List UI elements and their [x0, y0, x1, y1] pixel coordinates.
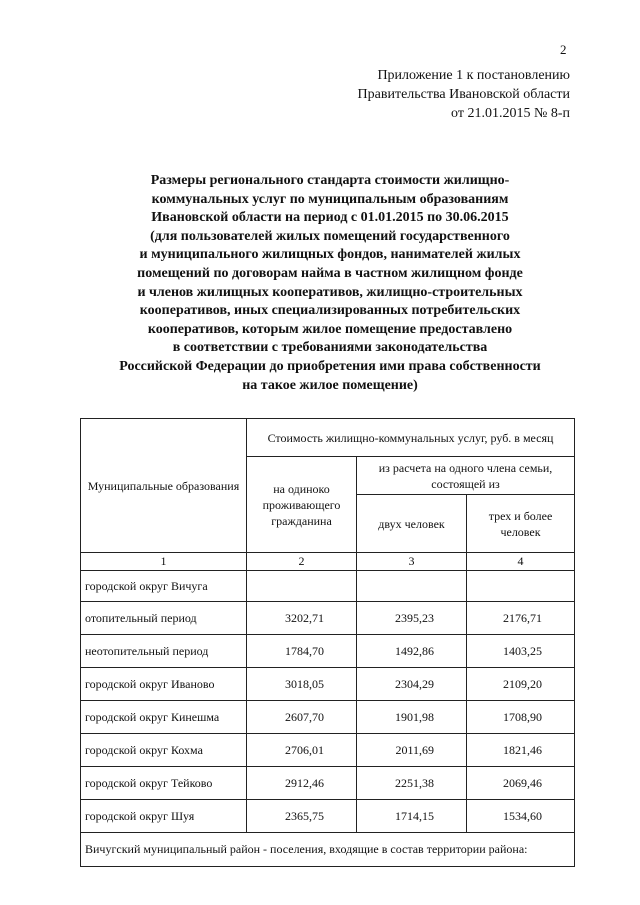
cell-single: 2706,01	[247, 734, 357, 767]
row-name: городской округ Вичуга	[81, 571, 247, 602]
cell-single: 3202,71	[247, 602, 357, 635]
header-municipal: Муниципальные образования	[81, 419, 247, 553]
header-two: двух человек	[357, 495, 467, 553]
title-line: кооперативов, иных специализированных потребительских	[139, 303, 521, 319]
cell-two: 2395,23	[357, 602, 467, 635]
document-title	[40, 172, 620, 395]
row-name: городской округ Кохма	[81, 734, 247, 767]
header-per-member: из расчета на одного члена семьи, состоящей из	[357, 457, 575, 495]
title-line: и муниципального жилищных фондов, нанимателей жилых	[139, 247, 521, 263]
cell-two: 2304,29	[357, 668, 467, 701]
cell-two: 2251,38	[357, 767, 467, 800]
row-name: отопительный период	[81, 602, 247, 635]
cell-single: 2912,46	[247, 767, 357, 800]
row-name: городской округ Шуя	[81, 800, 247, 833]
header-three-plus: трех и более человек	[467, 495, 575, 553]
cost-standard-table	[80, 418, 575, 867]
header-cost-group: Стоимость жилищно-коммунальных услуг, руб. в месяц	[247, 419, 575, 457]
cell-three: 2109,20	[467, 668, 575, 701]
title-line: и членов жилищных кооперативов, жилищно-строительных	[137, 284, 523, 300]
cell-single: 1784,70	[247, 635, 357, 668]
table-row	[81, 767, 575, 800]
column-number: 2	[247, 553, 357, 571]
row-name: городской округ Тейково	[81, 767, 247, 800]
appendix-line: Правительства Ивановской области	[357, 87, 570, 102]
table-row	[81, 635, 575, 668]
column-number: 4	[467, 553, 575, 571]
table-row	[81, 734, 575, 767]
row-name: городской округ Кинешма	[81, 701, 247, 734]
table-row	[81, 701, 575, 734]
cell-three: 2176,71	[467, 602, 575, 635]
appendix-line: от 21.01.2015 № 8-п	[451, 106, 570, 121]
column-number: 1	[81, 553, 247, 571]
cell-single: 2607,70	[247, 701, 357, 734]
cell-two: 1492,86	[357, 635, 467, 668]
title-line: кооперативов, которым жилое помещение предоставлено	[147, 321, 513, 337]
cell-two: 2011,69	[357, 734, 467, 767]
column-number: 3	[357, 553, 467, 571]
cell-three: 1534,60	[467, 800, 575, 833]
title-line: на такое жилое помещение)	[242, 377, 418, 393]
title-line: коммунальных услуг по муниципальным образованиям	[151, 191, 509, 207]
district-section-row: Вичугский муниципальный район - поселения, входящие в состав территории района:	[81, 833, 575, 867]
row-name: неотопительный период	[81, 635, 247, 668]
cell-two: 1901,98	[357, 701, 467, 734]
cell-two: 1714,15	[357, 800, 467, 833]
appendix-line: Приложение 1 к постановлению	[377, 68, 570, 83]
cell-two	[357, 571, 467, 602]
page-number: 2	[560, 42, 567, 57]
cell-single	[247, 571, 357, 602]
cell-single: 2365,75	[247, 800, 357, 833]
table-row	[81, 602, 575, 635]
cell-three: 1403,25	[467, 635, 575, 668]
cell-three	[467, 571, 575, 602]
title-line: Размеры регионального стандарта стоимости жилищно-	[150, 173, 510, 188]
cell-single: 3018,05	[247, 668, 357, 701]
title-line: Ивановской области на период с 01.01.2015 по 30.06.2015	[151, 210, 509, 226]
table-row	[81, 571, 575, 602]
appendix-reference	[358, 66, 570, 123]
cell-three: 1821,46	[467, 734, 575, 767]
header-single: на одиноко проживающего гражданина	[247, 457, 357, 553]
cell-three: 1708,90	[467, 701, 575, 734]
table-row	[81, 668, 575, 701]
title-line: в соответствии с требованиями законодательства	[172, 340, 488, 356]
table-row	[81, 800, 575, 833]
title-line: Российской Федерации до приобретения ими права собственности	[119, 358, 541, 374]
title-line: помещений по договорам найма в частном жилищном фонде	[137, 265, 523, 281]
row-name: городской округ Иваново	[81, 668, 247, 701]
title-line: (для пользователей жилых помещений государственного	[150, 228, 510, 244]
cell-three: 2069,46	[467, 767, 575, 800]
